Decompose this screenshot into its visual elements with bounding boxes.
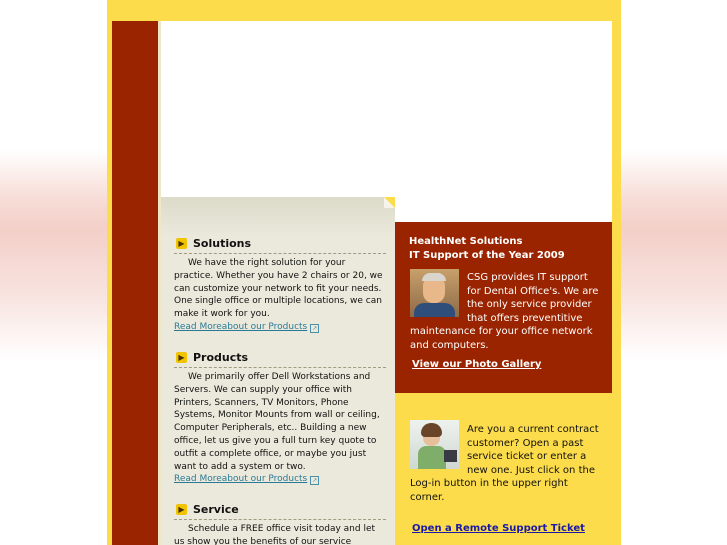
section-header bbox=[174, 501, 386, 520]
section-title: Service bbox=[193, 502, 239, 516]
left-sidebar-bar bbox=[112, 21, 158, 545]
top-band bbox=[107, 0, 621, 21]
arrow-right-icon: ▶ bbox=[176, 504, 187, 515]
photo-spacer bbox=[410, 423, 467, 473]
section-text bbox=[174, 257, 386, 334]
products-section bbox=[174, 349, 386, 486]
section-header bbox=[174, 235, 386, 254]
section-text bbox=[174, 523, 386, 545]
photo-spacer bbox=[410, 271, 467, 321]
arrow-right-icon: ▶ bbox=[176, 352, 187, 363]
contract-description bbox=[410, 423, 600, 504]
header-banner bbox=[161, 21, 612, 197]
banner-strip bbox=[395, 197, 612, 222]
section-header bbox=[174, 349, 386, 368]
service-section bbox=[174, 501, 386, 545]
award-title bbox=[409, 235, 565, 263]
external-link-icon: ↗ bbox=[312, 477, 318, 485]
award-box bbox=[395, 222, 612, 393]
contract-text: Are you a current contract customer? Open a past service ticket or enter a new one. Just click on the Log-in button in the upper right corner. bbox=[410, 424, 599, 503]
section-paragraph: We primarily offer Dell Workstations and Servers. We can supply your office with Printers, Scanners, TV Monitors, Phone Systems, Monitor Mounts from wall or ceiling, Computer Peripherals, etc.. Building a new office, let us give you a full turn key quote to outfit a complete office, or maybe you just want to add a system or two. bbox=[174, 372, 380, 472]
solutions-read-more-link[interactable] bbox=[174, 321, 319, 334]
contract-info-box bbox=[395, 393, 612, 545]
award-text: CSG provides IT support for Dental Office's. We are the only service provider that offers preventitive maintenance for your office network and computers. bbox=[410, 272, 599, 351]
section-title: Solutions bbox=[193, 236, 252, 250]
arrow-right-icon: ▶ bbox=[176, 238, 187, 249]
award-title-line2: IT Support of the Year 2009 bbox=[409, 250, 565, 261]
page-curl bbox=[384, 197, 395, 208]
section-paragraph: Schedule a FREE office visit today and let us show you the benefits of our service bbox=[174, 524, 376, 545]
award-title-line1: HealthNet Solutions bbox=[409, 236, 523, 247]
products-read-more-link[interactable] bbox=[174, 473, 319, 486]
external-link-icon: ↗ bbox=[312, 324, 318, 332]
remote-support-ticket-link[interactable]: Open a Remote Support Ticket bbox=[412, 523, 585, 534]
read-more-label: Read Moreabout our Products bbox=[174, 474, 308, 485]
content-column bbox=[161, 197, 395, 545]
section-title: Products bbox=[193, 350, 249, 364]
section-text bbox=[174, 371, 386, 486]
photo-gallery-link[interactable]: View our Photo Gallery bbox=[412, 359, 542, 370]
page-container bbox=[107, 0, 621, 545]
solutions-section bbox=[174, 235, 386, 334]
section-paragraph: We have the right solution for your practice. Whether you have 2 chairs or 20, we can customize your network to fit your needs. One single office or multiple locations, we can make it work for you. bbox=[174, 258, 383, 320]
award-description bbox=[410, 271, 600, 352]
read-more-label: Read Moreabout our Products bbox=[174, 321, 308, 332]
